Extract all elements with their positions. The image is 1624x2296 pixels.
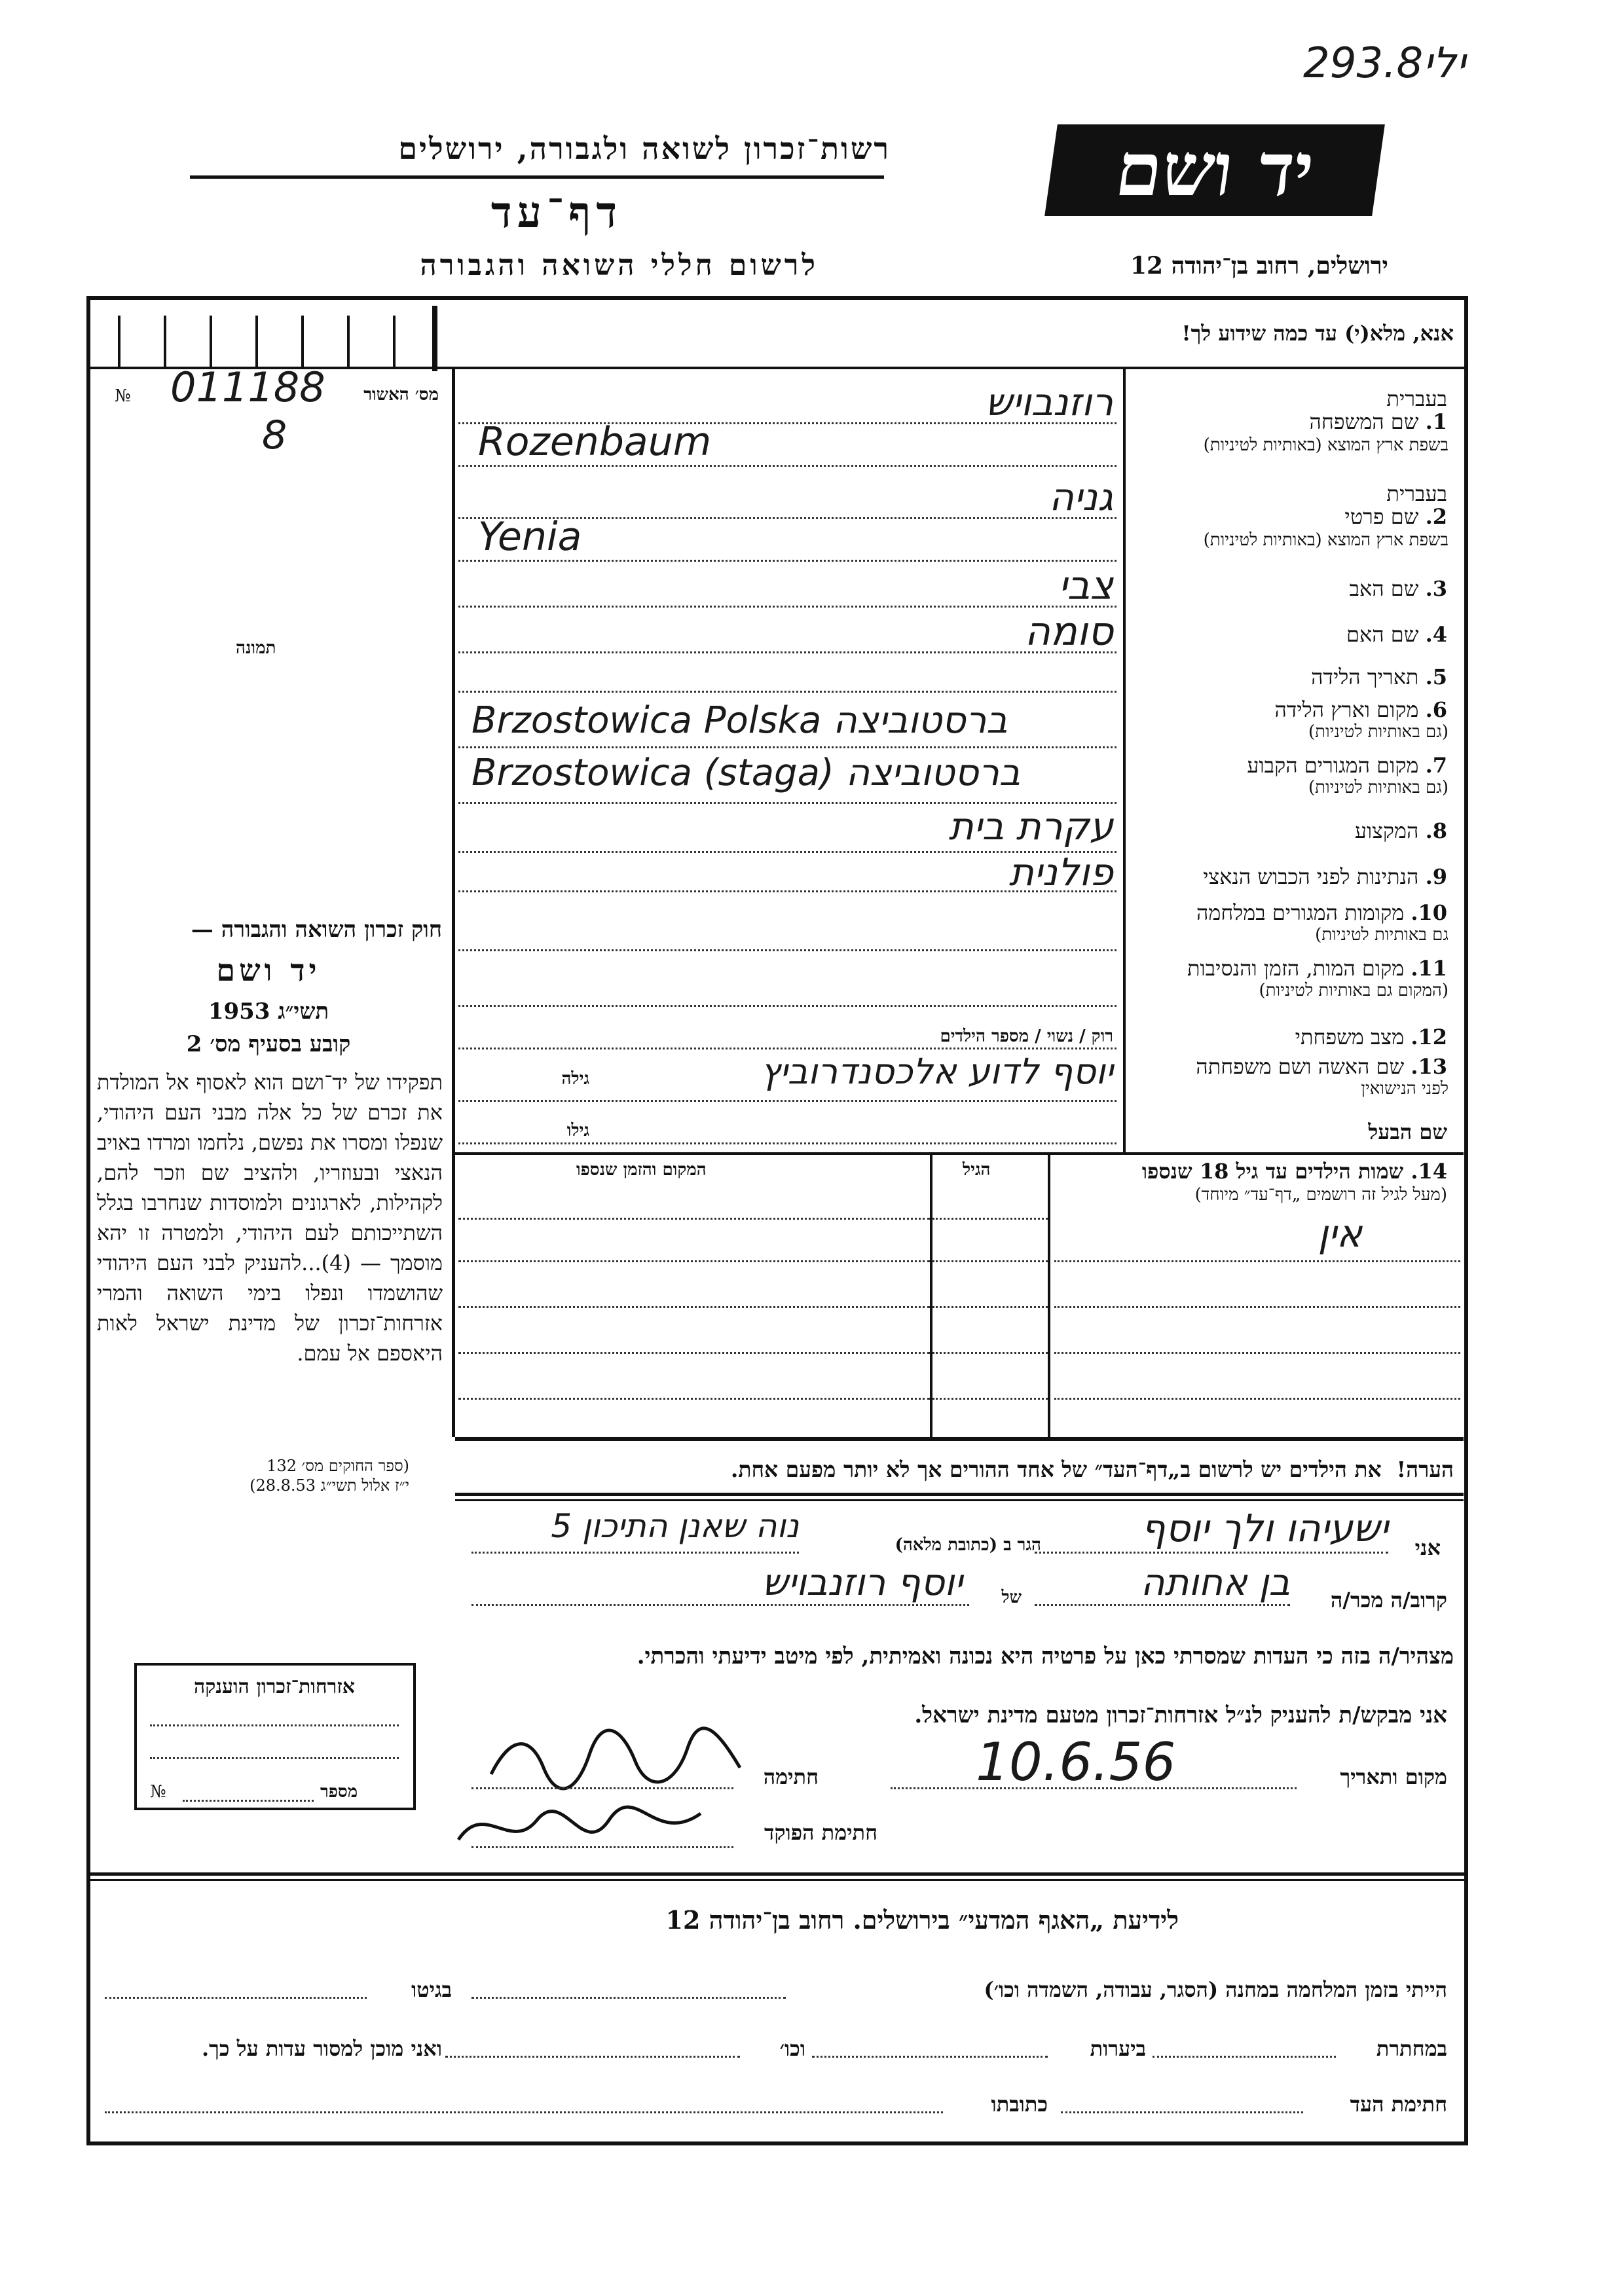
field-11-number: 11.: [1411, 956, 1447, 981]
citizenship-no-sign: №: [150, 1782, 166, 1802]
field-11-label: מקום המות, הזמן והנסיבות: [1187, 956, 1405, 981]
field-6-value: Brzostowica Polska ברסטוביצה: [471, 699, 1008, 742]
field-1-heb-tag: בעברית: [1386, 386, 1447, 411]
field-9-value: פולנית: [1008, 850, 1113, 894]
children-title: שמות הילדים עד גיל 18 שנספו: [1141, 1159, 1404, 1184]
footer-ghetto-label: בגיטו: [411, 1977, 452, 2002]
field-13-value: יוסף לדוע אלכסנדרוביץ: [760, 1051, 1113, 1092]
archive-reference: 293.8ילי: [1303, 39, 1466, 88]
place-date-label: מקום ותאריך: [1340, 1764, 1447, 1789]
authority-name: רשות־זכרון לשואה ולגבורה, ירושלים: [398, 131, 891, 166]
decl-prefix: אני: [1414, 1535, 1441, 1560]
approval-number: 011188: [170, 363, 325, 411]
children-col-age: הגיל: [963, 1160, 991, 1180]
field-4-number: 4.: [1425, 622, 1447, 647]
children-number: 14.: [1411, 1159, 1447, 1184]
field-3-number: 3.: [1425, 576, 1447, 601]
law-title: חוק זכרון השואה והגבורה —: [191, 917, 442, 943]
field-2-number: 2.: [1425, 504, 1447, 529]
field-8-label: המקצוע: [1354, 818, 1419, 843]
field-9-label: הנתינות לפני הכבוש הנאצי: [1203, 864, 1419, 889]
field-13-label: שם האשה ושם משפחתה: [1196, 1054, 1405, 1079]
field-13-sub: לפני הנישואין: [1361, 1079, 1449, 1099]
photo-label: תמונה: [236, 638, 276, 658]
field-5-label: תאריך הלידה: [1311, 665, 1419, 689]
field-3-label: שם האב: [1349, 576, 1419, 601]
children-note: (מעל לגיל זה רושמים „דף־עד״ מיוחד): [1194, 1185, 1447, 1205]
footer-title: לידיעת „האגף המדעי״ בירושלים. רחוב בן־יהודה 12: [665, 1905, 1179, 1935]
field-2-value-latin: Yenia: [478, 514, 582, 560]
address: ירושלים, רחוב בן־יהודה 12: [1130, 252, 1388, 280]
footer-camp-label: הייתי בזמן המלחמה במחנה (הסגר, עבודה, השמדה וכו׳): [984, 1977, 1447, 2002]
field-13-number: 13.: [1411, 1054, 1447, 1079]
field-7-value: Brzostowica (staga) ברסטוביצה: [471, 752, 1021, 794]
children-col-place: המקום והזמן שנספו: [576, 1160, 707, 1180]
field-6-number: 6.: [1425, 697, 1447, 722]
citizenship-title: אזרחות־זכרון הוענקה: [193, 1675, 356, 1698]
law-year-heb: תשי״ג: [278, 998, 329, 1025]
field-13-extra: גילה: [561, 1069, 589, 1089]
footer-willing-label: ואני מוכן למסור עדות על כך.: [201, 2036, 442, 2061]
law-clause: קובע בסעיף מס׳ 2: [186, 1031, 351, 1057]
field-10-number: 10.: [1411, 900, 1447, 925]
decl-subject-name: יוסף רוזנבויש: [762, 1561, 963, 1604]
law-year: 1953: [208, 998, 270, 1025]
note-text: את הילדים יש לרשום ב„דף־העד״ של אחד ההורים אך לא יותר מפעם אחת.: [730, 1457, 1382, 1482]
field-4-label: שם האם: [1346, 622, 1419, 647]
law-source: (ספר החוקים מס׳ 132: [267, 1457, 409, 1475]
field-7-label: מקום המגורים הקבוע: [1247, 753, 1419, 778]
citizenship-box: [134, 1663, 416, 1810]
citizenship-number-label: מספר: [320, 1782, 358, 1802]
field-4-value: סומה: [1024, 609, 1113, 655]
field-6-sub: (גם באותיות לטיניות): [1308, 722, 1449, 742]
decl-relation-label: קרוב/ה מכר/ה: [1330, 1588, 1447, 1613]
field-2-value-heb: גניה: [1049, 475, 1113, 519]
approval-number-2: 8: [262, 412, 287, 458]
field-1-value-latin: Rozenbaum: [478, 419, 712, 465]
law-name: יד ושם: [216, 953, 321, 988]
note-label: הערה!: [1396, 1457, 1454, 1482]
official-signature: [452, 1794, 714, 1866]
field-8-number: 8.: [1425, 818, 1447, 843]
yad-vashem-logo: יד ושם: [1044, 124, 1385, 216]
field-7-number: 7.: [1425, 753, 1447, 778]
field-2-label: שם פרטי: [1344, 504, 1419, 529]
field-12-label: מצב משפחתי: [1295, 1025, 1405, 1049]
field-8-value: עקרת בית: [948, 804, 1113, 848]
law-source-2: י״ז אלול תשי״ג 28.8.53): [249, 1476, 409, 1495]
form-title: דף־עד: [490, 187, 623, 238]
field-2-sub: בשפת ארץ המוצא (באותיות לטיניות): [1203, 530, 1449, 550]
footer-address-label: כתובתו: [991, 2092, 1048, 2117]
field-12-extra: רוק / נשוי / מספר הילדים: [940, 1027, 1113, 1046]
field-1-label: שם המשפחה: [1309, 409, 1419, 434]
signature-label: חתימה: [763, 1764, 819, 1789]
place-date-value: 10.6.56: [976, 1732, 1176, 1793]
field-1-number: 1.: [1425, 409, 1447, 434]
footer-witness-signature-label: חתימת העד: [1350, 2092, 1447, 2117]
footer-underground-label: במחתרת: [1376, 2036, 1447, 2061]
field-10-sub: גם באותיות לטיניות): [1315, 925, 1449, 945]
approval-label: מס׳ האשור: [363, 385, 439, 405]
decl-statement: מצהיר/ה בזה כי העדות שמסרתי כאן על פרטיה היא נכונה ואמיתית, לפי מיטב ידיעתי והכרתי.: [637, 1643, 1454, 1669]
field-11-sub: (המקום גם באותיות לטיניות): [1259, 981, 1449, 1000]
field-12-number: 12.: [1411, 1025, 1447, 1049]
footer-etc-label: וכו׳: [779, 2036, 805, 2061]
official-signature-label: חתימת הפוקד: [764, 1820, 877, 1845]
field-7-sub: (גם באותיות לטיניות): [1308, 778, 1449, 797]
law-text: תפקידו של יד־ושם הוא לאסוף אל המולדת את זכרם של כל אלה מבני העם היהודי, שנפלו ומסרו את נפשם, נלחמו ומרדו באויב הנאצי ובעוזריו, ולהציב שם וזכר להם, לקהילות, לארגונים ולמוסדות שנחרבו בגלל השתייכותם לעם היהודי, ולמטרה זו יהא מוסמך — (4)...להעניק לבני העם היהודי שהושמדו ונפלו בימי השואה והמרי אזרחות־זכרון של מדינת ישראל לאות היאספם אל עמם.: [97, 1070, 443, 1366]
decl-name: ישעיהו ולך יוסף: [1141, 1506, 1388, 1550]
children-entry: אין: [1318, 1211, 1362, 1256]
field-5-number: 5.: [1425, 665, 1447, 689]
instructions: אנא, מלא(י) עד כמה שידוע לך!: [1181, 321, 1454, 346]
footer-forests-label: ביערות: [1090, 2036, 1146, 2061]
field-9-number: 9.: [1425, 864, 1447, 889]
decl-request: אני מבקש/ת להעניק לנ״ל אזרחות־זכרון מטעם מדינת ישראל.: [914, 1702, 1447, 1728]
approval-no-sign: №: [115, 386, 131, 406]
decl-address: נוה שאנן התיכון 5: [551, 1507, 799, 1545]
field-3-value: צבי: [1058, 563, 1113, 609]
decl-relation: בן אחותה: [1140, 1561, 1290, 1604]
field-10-label: מקומות המגורים במלחמה: [1196, 900, 1405, 925]
field-2-heb-tag: בעברית: [1386, 481, 1447, 506]
decl-of-label: של: [1001, 1588, 1022, 1607]
decl-address-label: הגר ב (כתובת מלאה): [895, 1535, 1041, 1555]
husband-label: שם הבעל: [1368, 1120, 1447, 1144]
field-1-value-heb: רוזנבויש: [985, 380, 1113, 424]
form-subtitle: לרשום חללי השואה והגבורה: [420, 249, 819, 282]
field-1-sub: בשפת ארץ המוצא (באותיות לטיניות): [1203, 435, 1449, 455]
field-6-label: מקום וארץ הלידה: [1274, 697, 1419, 722]
husband-extra: גילו: [566, 1121, 589, 1140]
